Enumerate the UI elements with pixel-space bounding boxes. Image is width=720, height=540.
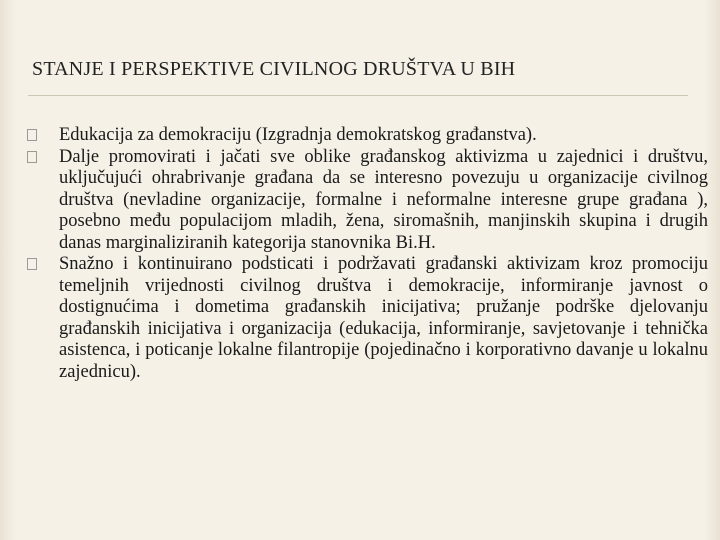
bullet-list	[22, 125, 708, 383]
slide-title: STANJE I PERSPEKTIVE CIVILNOG DRUŠTVA U BIH	[32, 58, 516, 80]
bullet-text: Dalje promovirati i jačati sve oblike građanskog aktivizma u zajednici i društvu, uključujući ohrabrivanje građana da se interesno povezuju u organizacije civilnog društva (nevladine organizacije, formalne i neformalne interesne grupe građana ), posebno među populacijom mladih, žena, siromašnih, manjinskih skupina i drugih danas marginaliziranih kategorija stanovnika Bi.H.	[59, 146, 708, 253]
square-bullet-icon	[27, 129, 37, 141]
title-divider	[28, 95, 688, 96]
slide-left-edge	[0, 0, 16, 540]
bullet-item	[22, 254, 708, 383]
bullet-item	[22, 125, 708, 147]
square-bullet-icon	[27, 151, 37, 163]
bullet-item	[22, 147, 708, 255]
bullet-text: Snažno i kontinuirano podsticati i podržavati građanski aktivizam kroz promociju temeljnih vrijednosti civilnog društva i demokracije, informiranje javnost o dostignućima i dometima građanskih inicijativa; pružanje podrške djelovanju građanskih inicijativa i organizacija (edukacija, informiranje, savjetovanje i tehnička asistenca, i poticanje lokalne filantropije (pojedinačno i korporativno davanje u lokalnu zajednicu).	[59, 254, 708, 382]
square-bullet-icon	[27, 258, 37, 270]
bullet-text: Edukacija za demokraciju (Izgradnja demokratskog građanstva).	[59, 125, 537, 145]
